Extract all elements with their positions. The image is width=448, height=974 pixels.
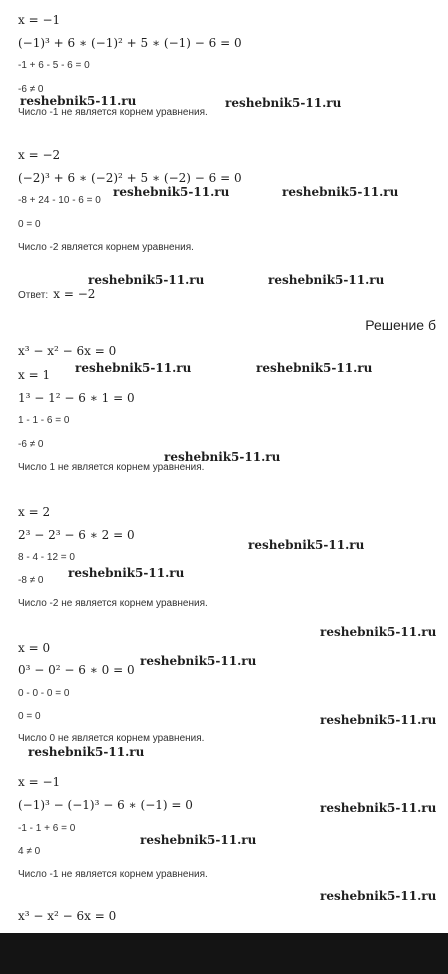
answer-line: [18, 285, 95, 301]
conclusion-text: Число -2 является корнем уравнения.: [18, 242, 194, 253]
equation-line: x = −1: [18, 13, 61, 27]
arithmetic-line: -1 - 1 + 6 = 0: [18, 823, 76, 834]
watermark: reshebnik5-11.ru: [268, 273, 385, 287]
watermark: reshebnik5-11.ru: [164, 450, 281, 464]
arithmetic-line: -6 ≠ 0: [18, 84, 44, 95]
watermark: reshebnik5-11.ru: [320, 889, 437, 903]
equation-line: x = −1: [18, 775, 61, 789]
watermark: reshebnik5-11.ru: [75, 361, 192, 375]
watermark: reshebnik5-11.ru: [320, 625, 437, 639]
equation-line: x = 1: [18, 368, 51, 382]
equation-line: (−1)³ + 6 ∗ (−1)² + 5 ∗ (−1) − 6 = 0: [18, 36, 242, 50]
arithmetic-line: -8 + 24 - 10 - 6 = 0: [18, 195, 101, 206]
arithmetic-line: 0 - 0 - 0 = 0: [18, 688, 70, 699]
arithmetic-line: -8 ≠ 0: [18, 575, 44, 586]
arithmetic-line: 1 - 1 - 6 = 0: [18, 415, 70, 426]
watermark: reshebnik5-11.ru: [20, 94, 137, 108]
equation-line: 1³ − 1² − 6 ∗ 1 = 0: [18, 391, 135, 405]
watermark: reshebnik5-11.ru: [140, 833, 257, 847]
equation-line: (−1)³ − (−1)³ − 6 ∗ (−1) = 0: [18, 798, 193, 812]
equation-line: x³ − x² − 6x = 0: [18, 909, 117, 923]
equation-line: 2³ − 2³ − 6 ∗ 2 = 0: [18, 528, 135, 542]
watermark: reshebnik5-11.ru: [140, 654, 257, 668]
watermark: reshebnik5-11.ru: [282, 185, 399, 199]
bottom-bar: [0, 933, 448, 974]
conclusion-text: Число -1 не является корнем уравнения.: [18, 107, 208, 118]
watermark: reshebnik5-11.ru: [88, 273, 205, 287]
conclusion-text: Число -2 не является корнем уравнения.: [18, 598, 208, 609]
arithmetic-line: 0 = 0: [18, 219, 41, 230]
watermark: reshebnik5-11.ru: [113, 185, 230, 199]
conclusion-text: Число 0 не является корнем уравнения.: [18, 733, 205, 744]
watermark: reshebnik5-11.ru: [320, 713, 437, 727]
arithmetic-line: 8 - 4 - 12 = 0: [18, 552, 75, 563]
watermark: reshebnik5-11.ru: [68, 566, 185, 580]
watermark: reshebnik5-11.ru: [28, 745, 145, 759]
watermark: reshebnik5-11.ru: [256, 361, 373, 375]
section-heading: Решение б: [365, 317, 436, 333]
answer-prefix: Ответ:: [18, 290, 49, 301]
arithmetic-line: -6 ≠ 0: [18, 439, 44, 450]
conclusion-text: Число -1 не является корнем уравнения.: [18, 869, 208, 880]
arithmetic-line: 4 ≠ 0: [18, 846, 41, 857]
conclusion-text: Число 1 не является корнем уравнения.: [18, 462, 205, 473]
answer-value: x = −2: [53, 287, 96, 301]
equation-line: x = −2: [18, 148, 61, 162]
equation-line: x³ − x² − 6x = 0: [18, 344, 117, 358]
equation-line: (−2)³ + 6 ∗ (−2)² + 5 ∗ (−2) − 6 = 0: [18, 171, 242, 185]
arithmetic-line: -1 + 6 - 5 - 6 = 0: [18, 60, 90, 71]
equation-line: x = 2: [18, 505, 51, 519]
watermark: reshebnik5-11.ru: [225, 96, 342, 110]
equation-line: x = 0: [18, 641, 51, 655]
equation-line: 0³ − 0² − 6 ∗ 0 = 0: [18, 663, 135, 677]
arithmetic-line: 0 = 0: [18, 711, 41, 722]
watermark: reshebnik5-11.ru: [320, 801, 437, 815]
watermark: reshebnik5-11.ru: [248, 538, 365, 552]
